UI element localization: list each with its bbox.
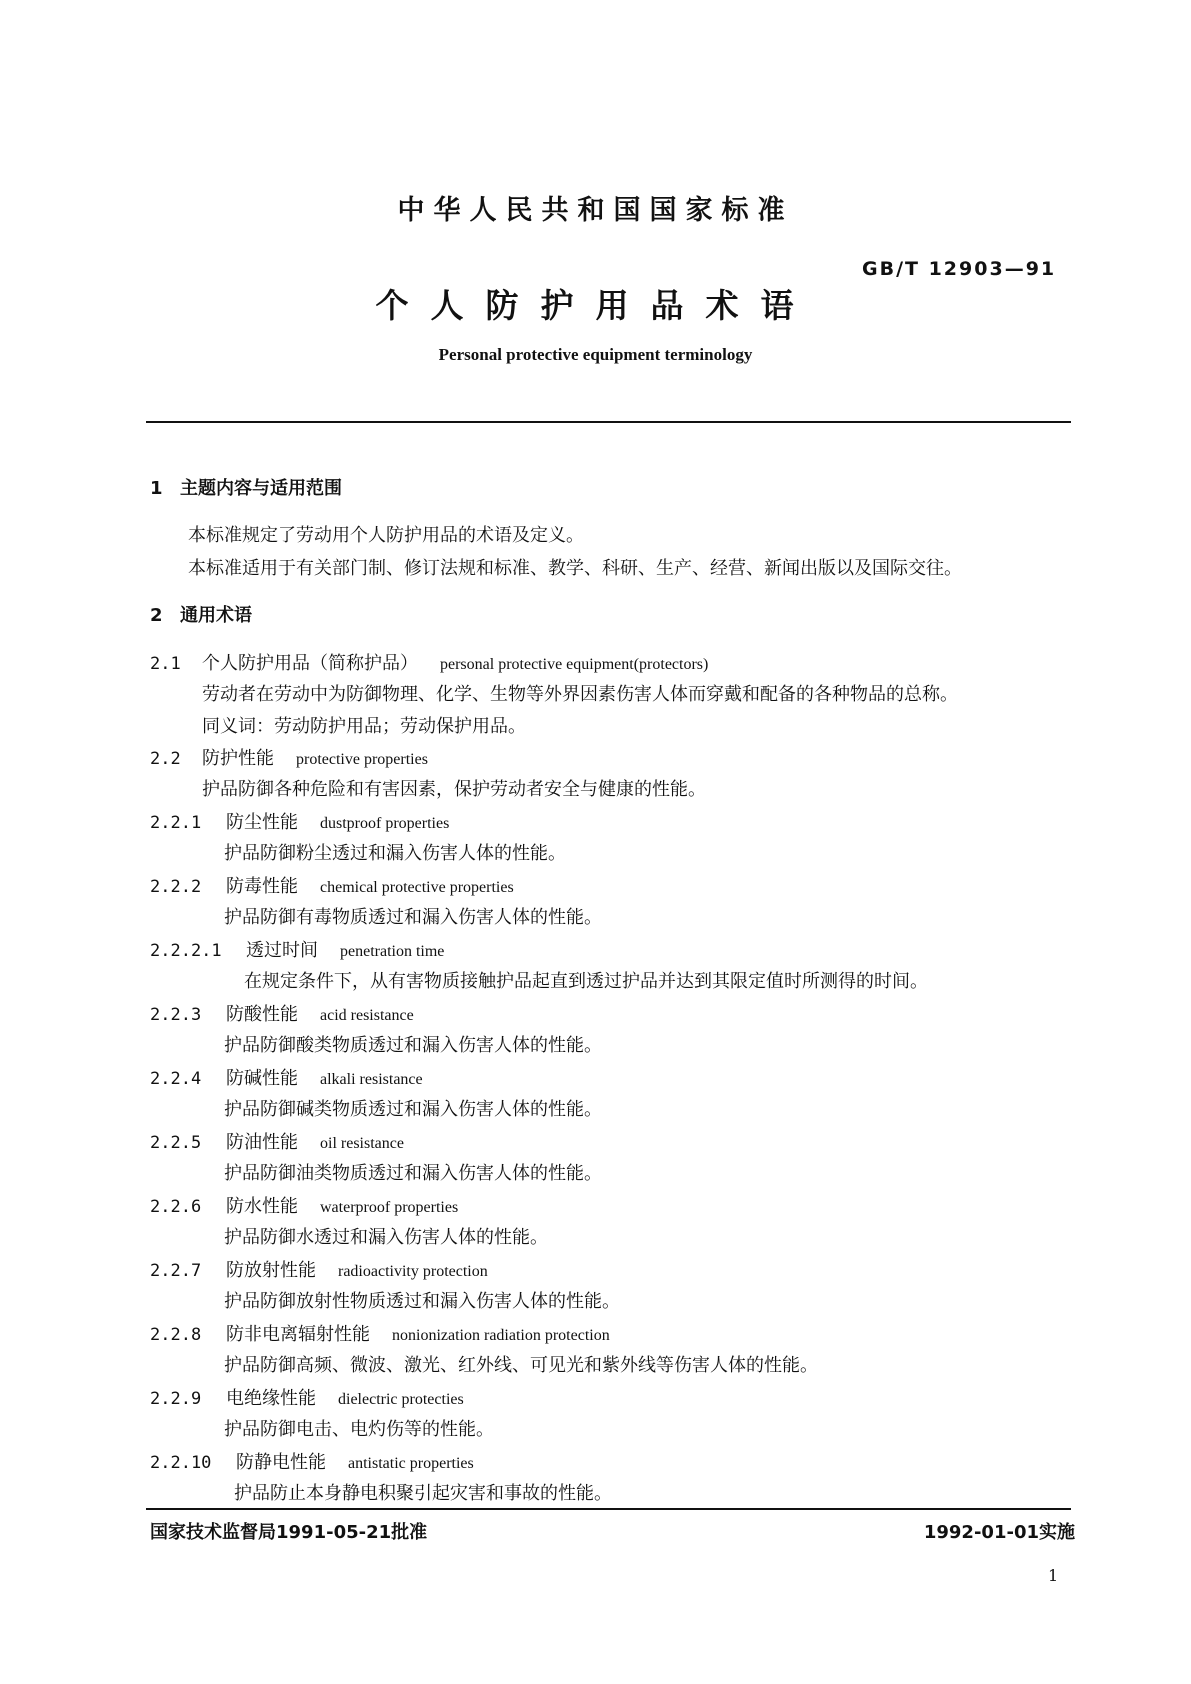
term-number: 2.1 xyxy=(150,654,181,674)
term-definition: 护品防御碱类物质透过和漏入伤害人体的性能。 xyxy=(224,1099,602,1120)
term-definition: 同义词：劳动防护用品；劳动保护用品。 xyxy=(202,716,526,737)
term-chinese: 防尘性能 xyxy=(226,812,298,833)
paragraph: 本标准适用于有关部门制、修订法规和标准、教学、科研、生产、经营、新闻出版以及国际交往。 xyxy=(188,558,962,579)
approval-date: 国家技术监督局1991-05-21批准 xyxy=(150,1522,428,1543)
section-title: 通用术语 xyxy=(180,605,252,626)
term-english: waterproof properties xyxy=(320,1199,459,1216)
term-chinese: 防非电离辐射性能 xyxy=(226,1324,370,1345)
term-definition: 护品防御电击、电灼伤等的性能。 xyxy=(224,1419,494,1440)
term-english: acid resistance xyxy=(320,1007,414,1024)
national-standard-title: 中华人民共和国国家标准 xyxy=(397,195,794,226)
term-row xyxy=(150,1320,610,1346)
term-number: 2.2.2 xyxy=(150,877,202,897)
term-definition: 劳动者在劳动中为防御物理、化学、生物等外界因素伤害人体而穿戴和配备的各种物品的总称。 xyxy=(202,684,958,705)
term-number: 2.2.2.1 xyxy=(150,941,222,961)
term-row xyxy=(150,649,708,675)
term-definition: 在规定条件下，从有害物质接触护品起直到透过护品并达到其限定值时所测得的时间。 xyxy=(244,971,928,992)
document-title: 个人防护用品术语 xyxy=(375,286,816,325)
term-chinese: 透过时间 xyxy=(246,940,318,961)
term-chinese: 防水性能 xyxy=(226,1196,298,1217)
term-definition: 护品防御水透过和漏入伤害人体的性能。 xyxy=(224,1227,548,1248)
term-chinese: 防碱性能 xyxy=(226,1068,298,1089)
term-english: dustproof properties xyxy=(320,815,450,832)
top-divider xyxy=(146,421,1071,423)
term-english: personal protective equipment(protectors) xyxy=(440,656,709,673)
term-number: 2.2.4 xyxy=(150,1069,202,1089)
section-title: 主题内容与适用范围 xyxy=(180,478,342,499)
term-row xyxy=(150,1448,474,1474)
term-chinese: 个人防护用品（简称护品） xyxy=(202,653,418,674)
term-row xyxy=(150,1128,404,1154)
bottom-divider xyxy=(146,1508,1071,1510)
term-number: 2.2.8 xyxy=(150,1325,202,1345)
effective-date: 1992-01-01实施 xyxy=(923,1522,1075,1543)
term-definition: 护品防止本身静电积聚引起灾害和事故的性能。 xyxy=(234,1483,612,1504)
term-definition: 护品防御粉尘透过和漏入伤害人体的性能。 xyxy=(224,843,566,864)
term-english: oil resistance xyxy=(320,1135,404,1152)
term-english: protective properties xyxy=(296,751,428,768)
term-number: 2.2.7 xyxy=(150,1261,202,1281)
term-row xyxy=(150,1256,488,1282)
standard-number: GB/T 12903—91 xyxy=(862,258,1057,280)
term-chinese: 防静电性能 xyxy=(236,1452,326,1473)
term-definition: 护品防御有毒物质透过和漏入伤害人体的性能。 xyxy=(224,907,602,928)
term-number: 2.2 xyxy=(150,749,181,769)
term-row xyxy=(150,808,449,834)
section-number: 2 xyxy=(150,605,163,626)
term-chinese: 防酸性能 xyxy=(226,1004,298,1025)
term-row xyxy=(150,1192,458,1218)
term-definition: 护品防御各种危险和有害因素，保护劳动者安全与健康的性能。 xyxy=(202,779,706,800)
document-title-english: Personal protective equipment terminology xyxy=(438,345,753,364)
term-row xyxy=(150,1384,464,1410)
term-row xyxy=(150,1000,414,1026)
term-row xyxy=(150,744,428,770)
term-english: dielectric protecties xyxy=(338,1391,464,1408)
term-chinese: 防油性能 xyxy=(226,1132,298,1153)
term-definition: 护品防御放射性物质透过和漏入伤害人体的性能。 xyxy=(224,1291,620,1312)
term-definition: 护品防御油类物质透过和漏入伤害人体的性能。 xyxy=(224,1163,602,1184)
term-row xyxy=(150,872,514,898)
term-english: alkali resistance xyxy=(320,1071,423,1088)
section-heading xyxy=(150,601,252,627)
term-definition: 护品防御酸类物质透过和漏入伤害人体的性能。 xyxy=(224,1035,602,1056)
term-english: nonionization radiation protection xyxy=(392,1327,610,1344)
term-chinese: 防毒性能 xyxy=(226,876,298,897)
section-number: 1 xyxy=(150,478,163,499)
section-heading xyxy=(150,474,342,500)
term-number: 2.2.10 xyxy=(150,1453,212,1473)
term-number: 2.2.6 xyxy=(150,1197,202,1217)
term-number: 2.2.3 xyxy=(150,1005,202,1025)
page-number: 1 xyxy=(1048,1566,1059,1585)
term-number: 2.2.1 xyxy=(150,813,202,833)
term-definition: 护品防御高频、微波、激光、红外线、可见光和紫外线等伤害人体的性能。 xyxy=(224,1355,818,1376)
term-row xyxy=(150,1064,423,1090)
paragraph: 本标准规定了劳动用个人防护用品的术语及定义。 xyxy=(188,525,584,546)
term-chinese: 防护性能 xyxy=(202,748,274,769)
term-english: radioactivity protection xyxy=(338,1263,488,1280)
term-english: antistatic properties xyxy=(348,1455,474,1472)
term-english: chemical protective properties xyxy=(320,879,514,896)
term-chinese: 电绝缘性能 xyxy=(226,1388,316,1409)
term-number: 2.2.5 xyxy=(150,1133,202,1153)
term-row xyxy=(150,936,444,962)
term-english: penetration time xyxy=(340,943,445,960)
term-number: 2.2.9 xyxy=(150,1389,202,1409)
term-chinese: 防放射性能 xyxy=(226,1260,316,1281)
